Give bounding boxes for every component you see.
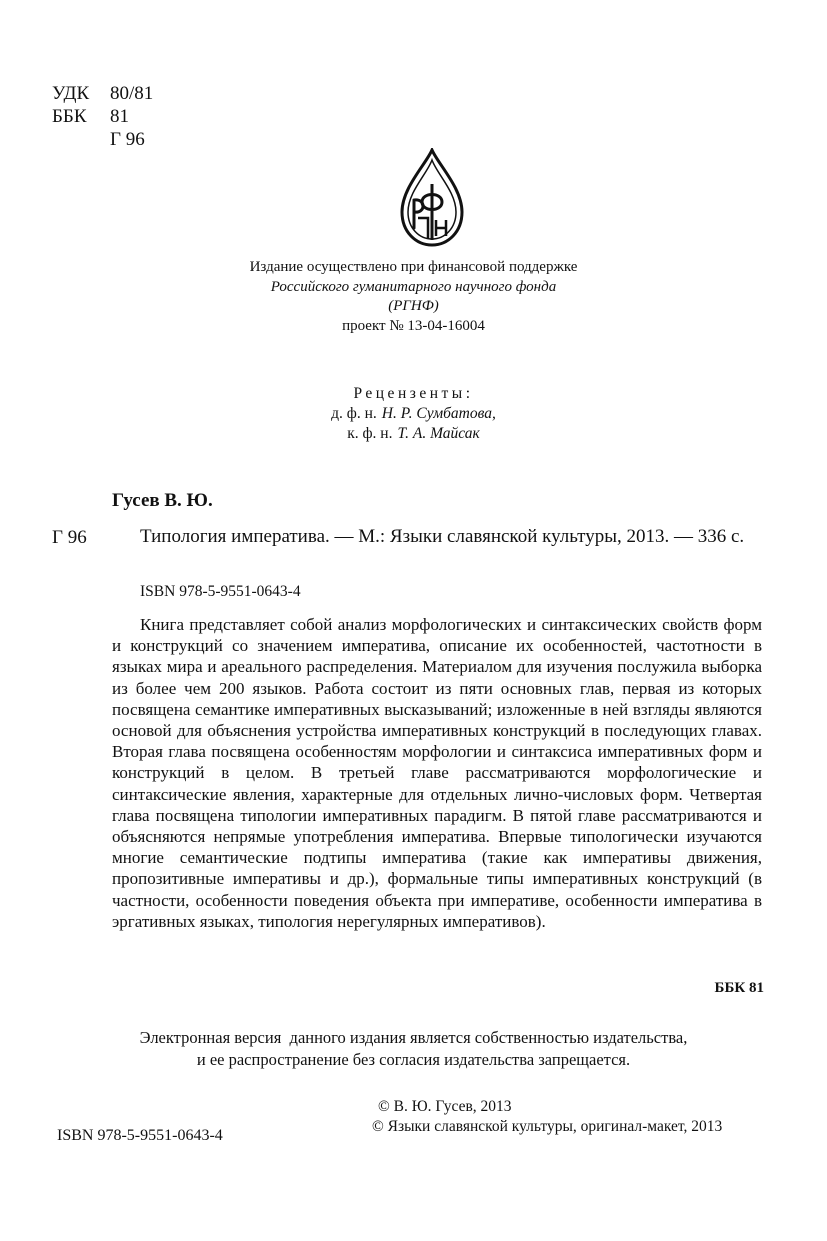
author-heading: Гусев В. Ю. bbox=[112, 490, 213, 511]
bbk-index: ББК 81 bbox=[714, 980, 764, 996]
author-mark-left: Г 96 bbox=[52, 527, 87, 548]
reviewer-1-name: Н. Р. Сумбатова, bbox=[381, 405, 496, 422]
classification-codes bbox=[52, 82, 153, 151]
copyright-block bbox=[372, 1097, 722, 1137]
reviewer-2-name: Т. А. Майсак bbox=[397, 425, 480, 442]
author-mark: Г 96 bbox=[110, 129, 145, 150]
notice-line-1: Электронная версия данного издания является собственностью издательства, bbox=[139, 1028, 688, 1047]
reviewers-block bbox=[0, 384, 827, 444]
funding-notice bbox=[0, 258, 827, 336]
bibliographic-title: Типология императива. — М.: Языки славянской культуры, 2013. — 336 с. bbox=[140, 526, 745, 547]
funding-project-number: проект № 13-04-16004 bbox=[342, 317, 485, 334]
udk-value: 80/81 bbox=[110, 83, 154, 104]
copyright-publisher: © Языки славянской культуры, оригинал-макет, 2013 bbox=[372, 1118, 723, 1135]
funding-line-3: (РГНФ) bbox=[388, 298, 439, 314]
author-mark-row bbox=[52, 128, 153, 151]
reviewers-heading: Рецензенты: bbox=[353, 385, 474, 402]
reviewer-2 bbox=[0, 424, 827, 444]
bbk-value: 81 bbox=[110, 106, 129, 127]
reviewer-1 bbox=[0, 404, 827, 424]
funding-line-1: Издание осуществлено при финансовой поддержке bbox=[249, 259, 578, 275]
reviewer-1-degree: д. ф. н. bbox=[331, 405, 377, 422]
notice-line-2: и ее распространение без согласия издательства запрещается. bbox=[196, 1050, 631, 1069]
isbn-entry: ISBN 978-5-9551-0643-4 bbox=[140, 583, 301, 600]
bbk-row bbox=[52, 105, 153, 128]
funding-line-2: Российского гуманитарного научного фонда bbox=[270, 278, 557, 295]
rgnf-flame-logo-icon bbox=[398, 148, 466, 248]
udk-label: УДК bbox=[52, 83, 90, 104]
abstract-paragraph: Книга представляет собой анализ морфологических и синтаксических свойств форм и конструкций со значением императива, описание их особенностей, частотности в языках мира и ареального распределения. Материалом для изучения послужила выборка из более чем 200 языков. Работа состоит из пяти основных глав, первая из которых посвящена семантике императивных высказываний; изложенные в ней взгляды являются основой для объяснения устройства императивных конструкций в последующих главах. Вторая глава посвящена особенностям морфологии и синтаксиса императивных форм и конструкций в целом. В третьей главе рассматриваются морфологические и синтаксические явления, характерные для отдельных лично-числовых форм. Четвертая глава посвящена типологии императивных парадигм. В пятой главе рассматриваются и объясняются непрямые употребления императива. Впервые типологически изучаются многие семантические подтипы императива (такие как императивы движения, пропозитивные императивы и др.), формальные типы императивных конструкций (в частности, особенности поведения объекта при императиве, особенности императива в эргативных языках, типология нерегулярных императивов). bbox=[112, 615, 762, 931]
electronic-version-notice bbox=[0, 1027, 827, 1071]
isbn-bottom: ISBN 978-5-9551-0643-4 bbox=[57, 1127, 223, 1144]
bbk-label: ББК bbox=[52, 106, 87, 127]
reviewer-2-degree: к. ф. н. bbox=[347, 425, 393, 442]
copyright-author: © В. Ю. Гусев, 2013 bbox=[378, 1098, 512, 1115]
udk-row bbox=[52, 82, 153, 105]
